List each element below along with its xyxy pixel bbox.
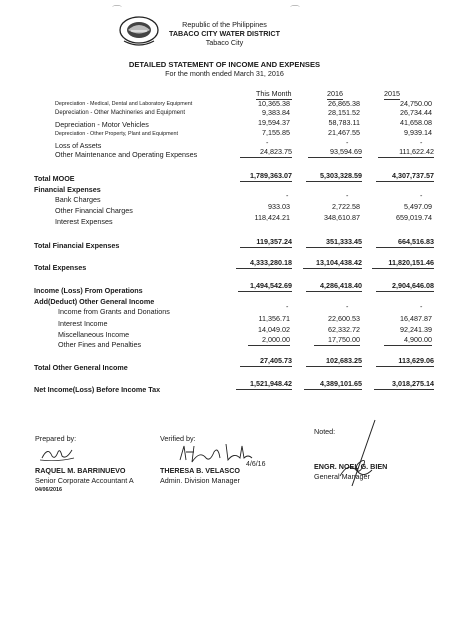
col-header-2015: 2015 [384,89,400,98]
cell: 58,783.11 [328,118,360,127]
cell: 659,019.74 [396,213,432,222]
verified-by-title: Admin. Division Manager [160,476,240,485]
signature-barrinuevo [38,442,78,464]
section-other-general-income: Add(Deduct) Other General Income [34,297,155,306]
cell: 4,900.00 [384,335,432,346]
republic-line: Republic of the Philippines [182,20,267,29]
cell: 7,155.85 [262,128,290,137]
cell: 4,307,737.57 [376,171,434,182]
scan-corner-mark-right: ⌒ [290,6,300,17]
row-label-total-expenses: Total Expenses [34,263,87,272]
verified-by-name: THERESA B. VELASCO [160,466,241,475]
cell: 351,333.45 [306,237,362,248]
prepared-by-title: Senior Corporate Accountant A [35,476,134,485]
cell: 22,600.53 [328,314,360,323]
cell: 1,789,363.07 [240,171,292,182]
cell: 2,000.00 [248,335,290,346]
section-financial-expenses: Financial Expenses [34,185,101,194]
cell: 119,357.24 [240,237,292,248]
cell: 14,049.02 [258,325,290,334]
cell: 21,467.55 [328,128,360,137]
row-label-loss-assets: Loss of Assets [55,141,102,150]
cell: 348,610.87 [324,213,360,222]
row-label-other-maintenance: Other Maintenance and Operating Expenses [55,150,198,159]
row-label-grants: Income from Grants and Donations [58,307,170,316]
cell: 2,904,646.08 [376,281,434,292]
row-label-dep-motor: Depreciation - Motor Vehicles [55,120,149,129]
col-header-this-month: This Month [256,89,292,98]
cell: 62,332.72 [328,325,360,334]
row-label-income-operations: Income (Loss) From Operations [34,286,143,295]
cell: 933.03 [268,202,290,211]
row-label-interest-expenses: Interest Expenses [55,217,113,226]
row-label-total-mooe: Total MOOE [34,174,75,183]
prepared-by-date: 04/06/2016 [35,487,62,493]
cell: 118,424.21 [254,213,290,222]
cell: 28,151.52 [328,108,360,117]
cell: 93,594.69 [308,147,362,158]
cell: 1,494,542.69 [238,281,292,292]
row-label-total-financial: Total Financial Expenses [34,241,120,250]
cell: - [286,302,289,311]
row-label-dep-medical: Depreciation - Medical, Dental and Laboratory Equipment [55,101,193,107]
cell: 11,820,151.46 [372,258,434,269]
org-name: TABACO CITY WATER DISTRICT [169,29,280,38]
row-label-fines: Other Fines and Penalties [58,340,142,349]
cell: 17,750.00 [314,335,360,346]
cell: 24,750.00 [400,99,432,108]
svg-text:4/6/16: 4/6/16 [246,461,266,468]
signature-velasco [176,440,266,468]
cell: 1,521,948.42 [236,379,292,390]
cell: - [286,191,289,200]
cell: 3,018,275.14 [374,379,434,390]
cell: 19,594.37 [258,118,290,127]
cell: 4,333,280.18 [236,258,292,269]
cell: 9,383.84 [262,108,290,117]
row-label-total-other-income: Total Other General Income [34,363,128,372]
cell: 16,487.87 [400,314,432,323]
cell: 92,241.39 [400,325,432,334]
row-label-misc-income: Miscellaneous Income [58,330,130,339]
cell: - [420,138,423,147]
cell: 664,516.83 [376,237,434,248]
cell: 111,622.42 [378,147,434,158]
noted-caption: Noted: [314,427,336,436]
verified-by-caption: Verified by: [160,434,196,443]
cell: 5,497.09 [404,202,432,211]
cell: 11,356.71 [258,314,290,323]
cell: - [346,191,349,200]
cell: - [266,138,269,147]
noted-by-name: ENGR. NOEL G. BIEN [314,462,388,471]
cell: 41,658.08 [400,118,432,127]
col-header-2016: 2016 [327,89,343,98]
statement-title: DETAILED STATEMENT OF INCOME AND EXPENSES [128,60,321,69]
row-label-bank-charges: Bank Charges [55,195,101,204]
cell: 26,865.38 [328,99,360,108]
cell: 4,286,418.40 [306,281,362,292]
row-label-dep-machinery: Depreciation - Other Machineries and Equipment [55,110,186,116]
cell: - [346,302,349,311]
cell: - [346,138,349,147]
cell: - [420,191,423,200]
noted-by-title: General Manager [314,472,370,481]
org-city: Tabaco City [205,38,244,47]
cell: 24,823.75 [240,147,292,158]
cell: 5,303,328.59 [306,171,362,182]
cell: 26,734.44 [400,108,432,117]
cell: 102,683.25 [306,356,362,367]
cell: 9,939.14 [404,128,432,137]
row-label-dep-property: Depreciation - Other Property, Plant and Equipment [55,131,179,137]
cell: 113,629.06 [376,356,434,367]
row-label-other-financial: Other Financial Charges [55,206,133,215]
cell: 13,104,438.42 [303,258,362,269]
cell: 2,722.58 [332,202,360,211]
cell: 4,389,101.65 [304,379,362,390]
row-label-interest-income: Interest Income [58,319,108,328]
prepared-by-name: RAQUEL M. BARRINUEVO [35,466,126,475]
cell: 10,365.38 [258,99,290,108]
row-label-net-income: Net Income(Loss) Before Income Tax [34,385,161,394]
statement-period: For the month ended March 31, 2016 [165,69,284,78]
cell: 27,405.73 [240,356,292,367]
prepared-by-caption: Prepared by: [35,434,77,443]
scan-corner-mark-left: ⌒ [112,6,122,17]
cell: - [420,302,423,311]
